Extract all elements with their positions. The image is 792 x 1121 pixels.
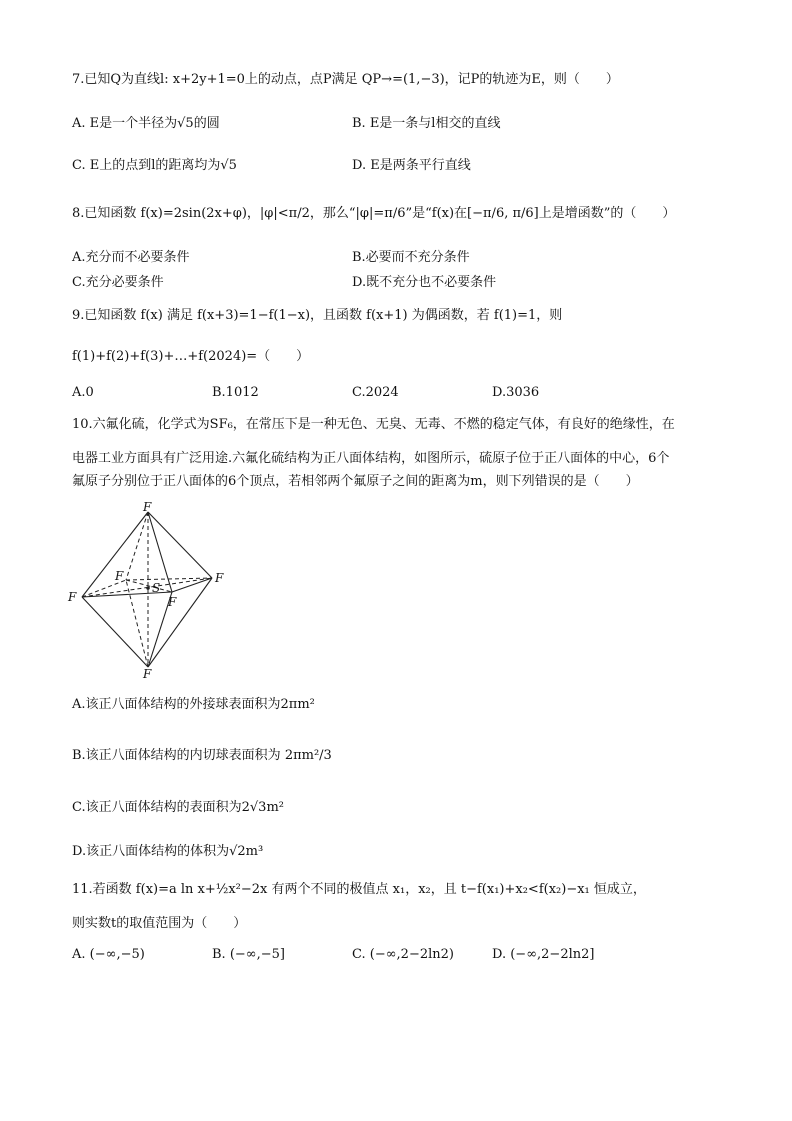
q7-option-a: A. E是一个半径为√5的圆	[72, 116, 220, 131]
center-label: S	[152, 581, 161, 595]
vertex-label-top: F	[143, 500, 152, 514]
vertex-label-right: F	[215, 571, 224, 585]
vertex-label-bottom: F	[143, 667, 152, 680]
q10-stem-3: 氟原子分别位于正八面体的6个顶点，若相邻两个氟原子之间的距离为m，则下列错误的是（ ）	[72, 474, 639, 489]
q8-option-b: B.必要而不充分条件	[352, 250, 470, 265]
q7-option-d: D. E是两条平行直线	[352, 158, 471, 173]
vertex-label-back: F	[115, 569, 124, 583]
octahedron-figure	[66, 500, 236, 680]
q9-option-c: C.2024	[352, 385, 399, 400]
q9-option-b: B.1012	[212, 385, 259, 400]
q10-option-a: A.该正八面体结构的外接球表面积为2πm²	[72, 697, 315, 712]
q10-option-d: D.该正八面体结构的体积为√2m³	[72, 844, 264, 859]
q10-option-b: B.该正八面体结构的内切球表面积为 2πm²/3	[72, 748, 332, 763]
q9-stem: 9.已知函数 f(x) 满足 f(x+3)=1−f(1−x)，且函数 f(x+1) 为偶函数，若 f(1)=1，则	[72, 308, 563, 323]
q11-option-d: D. (−∞,2−2ln2]	[492, 947, 595, 962]
q8-stem: 8.已知函数 f(x)=2sin(2x+φ)，|φ|<π/2，那么“|φ|=π/6”是“f(x)在[−π/6, π/6]上是增函数”的（ ）	[72, 206, 676, 221]
q9-stem-2: f(1)+f(2)+f(3)+…+f(2024)=（ ）	[72, 349, 310, 364]
q8-option-a: A.充分而不必要条件	[72, 250, 190, 265]
center-point	[146, 586, 150, 590]
q8-option-d: D.既不充分也不必要条件	[352, 275, 497, 290]
q7-stem: 7.已知Q为直线l: x+2y+1=0上的动点，点P满足 QP→=(1,−3)，记P的轨迹为E，则（ ）	[72, 72, 619, 87]
q9-option-d: D.3036	[492, 385, 540, 400]
q10-stem: 10.六氟化硫，化学式为SF₆，在常压下是一种无色、无臭、无毒、不燃的稳定气体，有良好的绝缘性，在	[72, 417, 675, 432]
q9-option-a: A.0	[72, 385, 94, 400]
q7-option-b: B. E是一条与l相交的直线	[352, 116, 501, 131]
q10-option-c: C.该正八面体结构的表面积为2√3m²	[72, 800, 284, 815]
q11-stem-2: 则实数t的取值范围为（ ）	[72, 916, 247, 931]
q7-option-c: C. E上的点到l的距离均为√5	[72, 158, 237, 173]
q11-option-a: A. (−∞,−5)	[72, 947, 145, 962]
vertex-label-front: F	[168, 595, 177, 609]
q11-stem: 11.若函数 f(x)=a ln x+½x²−2x 有两个不同的极值点 x₁，x₂，且 t−f(x₁)+x₂<f(x₂)−x₁ 恒成立，	[72, 882, 646, 897]
q11-option-c: C. (−∞,2−2ln2)	[352, 947, 454, 962]
q10-stem-2: 电器工业方面具有广泛用途.六氟化硫结构为正八面体结构，如图所示，硫原子位于正八面体的中心，6个	[72, 451, 670, 466]
q8-option-c: C.充分必要条件	[72, 275, 164, 290]
vertex-label-left: F	[68, 590, 77, 604]
q11-option-b: B. (−∞,−5]	[212, 947, 285, 962]
